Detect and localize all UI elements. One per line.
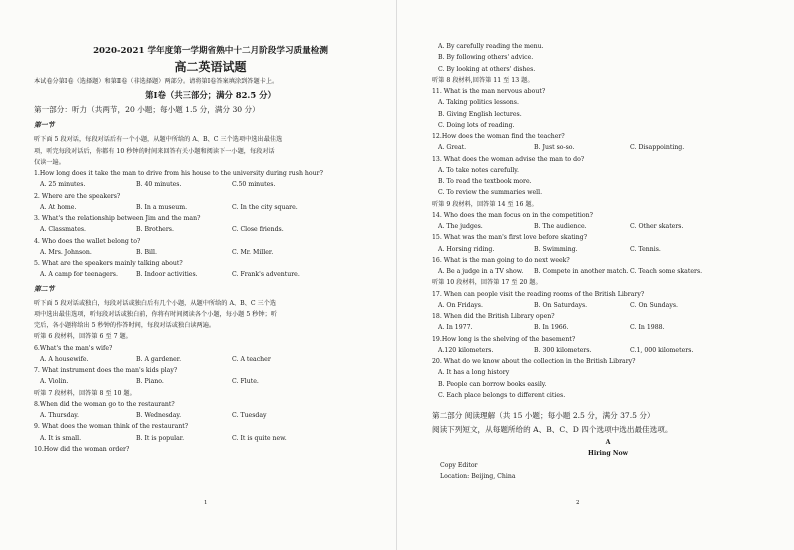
section1-heading: 第一节 xyxy=(34,121,55,130)
passage-label: A xyxy=(605,439,611,446)
question-stem: 2. Where are the speakers? xyxy=(34,192,121,200)
question-stem: 17. When can people visit the reading rooms of the British Library? xyxy=(432,290,645,298)
option-b[interactable]: B. It is popular. xyxy=(136,434,185,442)
question-stem: 10.How did the woman order? xyxy=(34,445,130,453)
question-options xyxy=(432,367,784,401)
option-c[interactable]: C. Doing lots of reading. xyxy=(438,121,515,129)
page-number: 2 xyxy=(576,500,580,506)
question-options xyxy=(432,97,784,131)
option-c[interactable]: C. Mr. Miller. xyxy=(232,248,274,256)
material-note: 听第 7 段材料，回答第 8 至 10 题。 xyxy=(34,389,136,397)
option-b[interactable]: B. On Saturdays. xyxy=(534,301,588,309)
question-stem: 6.What's the man's wife? xyxy=(34,344,113,352)
question-stem: 5. What are the speakers mainly talking about? xyxy=(34,260,183,267)
question-options xyxy=(34,247,387,258)
question-options xyxy=(432,322,784,333)
option-a[interactable]: A. At home. xyxy=(40,203,77,211)
option-a[interactable]: A. Classmates. xyxy=(40,226,87,234)
part1-heading: 第一部分：听力（共两节，20 小题；每小题 1.5 分，满分 30 分） xyxy=(34,105,260,115)
section2-instruction: 听下面 5 段对话或独白，每段对话或独白后有几个小题，从题中所给的 A、B、C 三个选 xyxy=(34,299,277,307)
question-stem: 4. Who does the wallet belong to? xyxy=(34,237,141,245)
option-a[interactable]: A. Violin. xyxy=(40,378,69,386)
question-options xyxy=(432,345,784,356)
question-options xyxy=(34,410,387,421)
ad-line: Copy Editor xyxy=(440,461,478,469)
option-b[interactable]: B. Just so-so. xyxy=(534,144,575,152)
question-stem: 8.When did the woman go to the restaurant? xyxy=(34,400,175,408)
option-c[interactable]: C. Each place belongs to different cities. xyxy=(438,391,566,399)
option-c[interactable]: C. Flute. xyxy=(232,378,259,386)
question-options xyxy=(34,224,387,235)
option-a[interactable]: A. Mrs. Johnson. xyxy=(40,248,92,256)
option-a[interactable]: A. It has a long history xyxy=(438,369,510,377)
material-note: 听第 9 段材料，回答第 14 至 16 题。 xyxy=(432,200,538,208)
option-c[interactable]: C. Teach some skaters. xyxy=(630,268,703,275)
question-options xyxy=(432,244,784,255)
option-a[interactable]: A. It is small. xyxy=(40,434,82,442)
option-b[interactable]: B. The audience. xyxy=(534,223,587,230)
option-b[interactable]: B. Bill. xyxy=(136,248,157,256)
section2-instruction: 完后，各小题将给出 5 秒钟的作答时间，每段对话或独白读两遍。 xyxy=(34,322,216,329)
option-c[interactable]: C. In 1988. xyxy=(630,324,665,332)
option-c[interactable]: C. Frank's adventure. xyxy=(232,271,300,279)
question-stem: 12.How does the woman find the teacher? xyxy=(432,133,565,140)
question-options xyxy=(432,142,784,153)
question-stem: 18. When did the British Library open? xyxy=(432,313,555,320)
question-stem: 19.How long is the shelving of the basement? xyxy=(432,335,576,343)
option-b[interactable]: B. To read the textbook more. xyxy=(438,178,532,185)
option-a[interactable]: A. By carefully reading the menu. xyxy=(438,43,544,50)
option-a[interactable]: A. Thursday. xyxy=(40,412,79,419)
section2-instruction: 项中选出最佳选项，听每段对话或独白前，你将有时间阅读各个小题，每小题 5 秒钟；听 xyxy=(34,310,277,318)
option-b[interactable]: B. People can borrow books easily. xyxy=(438,380,547,388)
material-note: 听第 10 段材料，回答第 17 至 20 题。 xyxy=(432,279,542,287)
question-options xyxy=(34,376,387,387)
option-c[interactable]: C. It is quite new. xyxy=(232,434,287,442)
option-c[interactable]: C. Disappointing. xyxy=(630,144,685,152)
question-stem: 16. What is the man going to do next week? xyxy=(432,256,570,264)
question-options xyxy=(34,433,387,444)
option-c[interactable]: C. In the city square. xyxy=(232,203,298,211)
option-b[interactable]: B. Compete in another match. xyxy=(534,268,629,275)
option-b[interactable]: B. A gardener. xyxy=(136,355,182,363)
option-a[interactable]: A. Taking politics lessons. xyxy=(438,99,519,107)
question-stem: 7. What instrument does the man's kids play? xyxy=(34,367,178,374)
option-c[interactable]: C. Tuesday xyxy=(232,412,267,419)
section2-heading: 第二节 xyxy=(34,284,55,293)
section1-instruction: 项，听完每段对话后，你都有 10 秒钟的时间来回答有关小题和阅读下一小题，每段对话 xyxy=(34,147,275,155)
option-a[interactable]: A. 25 minutes. xyxy=(40,181,86,189)
ad-title: Hiring Now xyxy=(588,450,628,458)
option-b[interactable]: B. Piano. xyxy=(136,378,164,386)
question-stem: 20. What do we know about the collection in the British Library? xyxy=(432,358,636,365)
option-a[interactable]: A. A housewife. xyxy=(40,355,89,363)
question-stem: 15. What was the man's first love before skating? xyxy=(432,234,588,242)
part2-heading: 第二部分 阅读理解（共 15 小题；每小题 2.5 分，满分 37.5 分） xyxy=(432,411,655,420)
question-options xyxy=(432,165,784,199)
option-b[interactable]: B. Giving English lectures. xyxy=(438,110,522,118)
option-b[interactable]: B. 300 kilometers. xyxy=(534,346,592,354)
option-c[interactable]: C. To review the summaries well. xyxy=(438,189,543,197)
question-stem: 13. What does the woman advise the man to do? xyxy=(432,155,585,163)
material-note: 听第 6 段材料，回答第 6 至 7 题。 xyxy=(34,333,132,341)
option-a[interactable]: A. Great. xyxy=(438,144,467,152)
option-a[interactable]: A. A camp for teenagers. xyxy=(40,271,118,279)
page-2 xyxy=(397,0,794,550)
question-options xyxy=(34,354,387,365)
option-b[interactable]: B. By following others' advice. xyxy=(438,54,534,62)
question-options xyxy=(34,269,387,280)
option-b[interactable]: B. Indoor activities. xyxy=(136,271,198,279)
option-a[interactable]: A. To take notes carefully. xyxy=(438,166,519,174)
option-c[interactable]: C. Tennis. xyxy=(630,245,661,253)
option-a[interactable]: A. On Fridays. xyxy=(438,301,483,309)
option-c[interactable]: C. A teacher xyxy=(232,355,271,363)
question-options xyxy=(432,221,784,232)
part2-instruction: 阅读下列短文，从每题所给的 A、B、C、D 四个选项中选出最佳选项。 xyxy=(432,425,673,434)
exam-title: 2020-2021 学年度第一学期省熟中十二月阶段学习质量检测 xyxy=(93,46,328,56)
section1-instruction: 听下面 5 段对话，每段对话后有一个小题，从题中所给的 A、B、C 三个选项中选出最佳选 xyxy=(34,136,283,144)
option-c[interactable]: C.50 minutes. xyxy=(232,181,276,189)
option-a[interactable]: A. Be a judge in a TV show. xyxy=(438,268,524,275)
option-a[interactable]: A. Horsing riding. xyxy=(438,245,495,253)
option-c[interactable]: C. On Sundays. xyxy=(630,301,678,309)
material-note: 听第 8 段材料,回答第 11 至 13 题。 xyxy=(432,76,534,84)
option-b[interactable]: B. Swimming. xyxy=(534,245,578,253)
option-c[interactable]: C. Other skaters. xyxy=(630,223,684,230)
question-stem: 3. What's the relationship between Jim and the man? xyxy=(34,215,201,222)
option-c[interactable]: C.1, 000 kilometers. xyxy=(630,346,694,354)
option-a[interactable]: A.120 kilometers. xyxy=(438,346,494,354)
volume-heading: 第Ⅰ卷（共三部分；满分 82.5 分） xyxy=(145,90,276,101)
option-b[interactable]: B. Brothers. xyxy=(136,226,174,234)
section1-instruction: 仅读一遍。 xyxy=(34,158,65,166)
question-stem: 9. What does the woman think of the restaurant? xyxy=(34,423,189,431)
option-b[interactable]: B. In 1966. xyxy=(534,324,569,332)
question-options xyxy=(432,266,784,277)
spacer xyxy=(432,401,784,409)
question-stem: 14. Who does the man focus on in the competition? xyxy=(432,211,593,219)
question-stem: 11. What is the man nervous about? xyxy=(432,88,546,95)
option-c[interactable]: C. By looking at others' dishes. xyxy=(438,65,536,73)
page-number: 1 xyxy=(204,500,208,506)
question-options xyxy=(432,300,784,311)
option-c[interactable]: C. Close friends. xyxy=(232,226,284,234)
exam-subtitle: 高二英语试题 xyxy=(174,60,247,74)
option-a[interactable]: A. The judges. xyxy=(438,223,483,230)
question-options xyxy=(34,202,387,213)
option-b[interactable]: B. In a museum. xyxy=(136,203,188,211)
option-a[interactable]: A. In 1977. xyxy=(438,324,473,332)
ad-line: Location: Beijing, China xyxy=(440,472,516,480)
option-b[interactable]: B. Wednesday. xyxy=(136,412,182,419)
question-options xyxy=(432,41,784,75)
question-options xyxy=(34,179,387,190)
question-stem: 1.How long does it take the man to drive from his house to the university during rush hour? xyxy=(34,170,323,177)
exam-note: 本试卷分第Ⅰ卷（选择题）和第Ⅱ卷（非选择题）两部分。请将第Ⅰ卷答案填涂到答题卡上。 xyxy=(34,78,279,85)
option-b[interactable]: B. 40 minutes. xyxy=(136,181,182,189)
